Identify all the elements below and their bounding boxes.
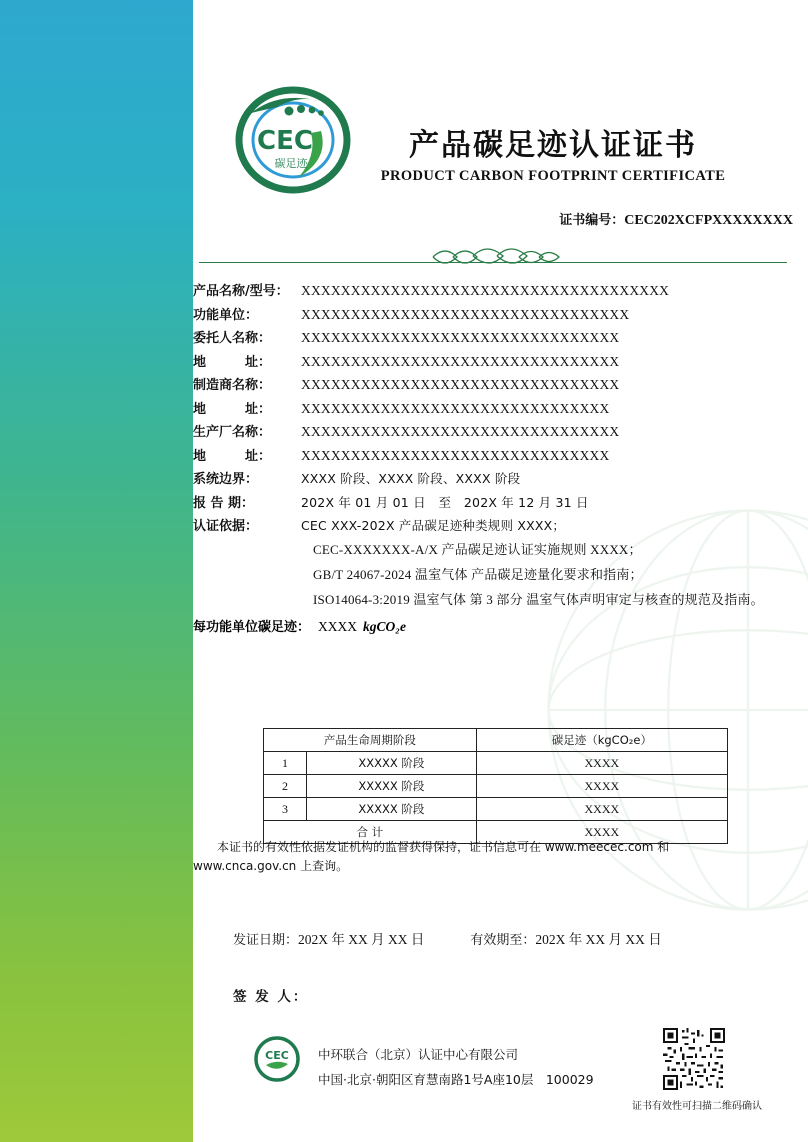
row-stage: XXXXX 阶段 — [307, 798, 477, 821]
field-row — [193, 445, 793, 464]
field-value: XXXXXXXXXXXXXXXXXXXXXXXXXXXXXXX — [301, 447, 610, 463]
field-label: 地 址： — [193, 448, 272, 464]
total-label: 合 计 — [264, 821, 477, 844]
field-label: 产品名称/型号： — [193, 284, 289, 299]
field-label: 地 址： — [193, 354, 272, 370]
field-label: 报 告 期： — [193, 495, 255, 511]
field-label: 功能单位： — [193, 307, 259, 323]
svg-text:碳足迹: 碳足迹 — [274, 157, 308, 170]
page-title-cn: 产品碳足迹认证证书 — [409, 128, 697, 163]
field-label: 委托人名称： — [193, 331, 272, 346]
footer-org: 中环联合（北京）认证中心有限公司 — [318, 1047, 519, 1062]
field-value: XXXXXXXXXXXXXXXXXXXXXXXXXXXXXXXX — [301, 353, 620, 369]
issue-date-label: 发证日期： — [233, 933, 299, 948]
table-row — [264, 775, 728, 798]
field-value: XXXXXXXXXXXXXXXXXXXXXXXXXXXXXXXX — [301, 377, 620, 392]
table-row — [264, 798, 728, 821]
footprint-label: 每功能单位碳足迹： — [193, 619, 311, 635]
certification-basis-item-3: GB/T 24067-2024 温室气体 产品碳足迹量化要求和指南； — [313, 566, 643, 582]
field-value: XXXXXXXXXXXXXXXXXXXXXXXXXXXXXXXX — [301, 424, 620, 439]
row-stage: XXXXX 阶段 — [307, 752, 477, 775]
field-row — [193, 351, 793, 370]
field-label: 系统边界： — [193, 472, 259, 487]
field-value: XXXXXXXXXXXXXXXXXXXXXXXXXXXXXXX — [301, 400, 610, 416]
footer-address: 中国·北京·朝阳区育慧南路1号A座10层 100029 — [318, 1072, 594, 1087]
certificate-content — [193, 0, 808, 1142]
certificate-number — [373, 209, 793, 229]
qr-code-icon[interactable] — [663, 1028, 725, 1090]
certificate-number-label: 证书编号： — [559, 213, 625, 228]
field-label: 生产厂名称： — [193, 425, 272, 440]
lifecycle-footprint-table — [263, 728, 728, 844]
certification-basis-label: 认证依据： — [193, 519, 259, 534]
qr-note: 证书有效性可扫描二维码确认 — [632, 1101, 762, 1112]
row-value: XXXX — [476, 752, 727, 775]
field-row — [193, 304, 793, 323]
field-label: 地 址： — [193, 401, 272, 417]
table-header-row — [264, 729, 728, 752]
left-gradient-band — [0, 0, 193, 1142]
field-value: 202X 年 01 月 01 日 至 202X 年 12 月 31 日 — [301, 494, 589, 510]
row-value: XXXX — [476, 798, 727, 821]
row-index: 3 — [264, 798, 307, 821]
table-row — [264, 752, 728, 775]
signer-label: 签 发 人： — [233, 989, 309, 1005]
table-header-footprint: 碳足迹（kgCO₂e） — [476, 729, 727, 752]
certification-basis-item-1: CEC XXX-202X 产品碳足迹种类规则 XXXX； — [301, 518, 566, 533]
field-value: XXXXXXXXXXXXXXXXXXXXXXXXXXXXXXXX — [301, 330, 620, 345]
certification-basis-list — [193, 539, 793, 608]
field-value: XXXXXXXXXXXXXXXXXXXXXXXXXXXXXXXXXXXXX — [301, 283, 670, 298]
valid-until-value: 202X 年 XX 月 XX 日 — [535, 932, 662, 947]
field-row — [193, 421, 793, 440]
certification-basis-item-4: ISO14064-3:2019 温室气体 第 3 部分 温室气体声明审定与核查的规范及指南。 — [313, 591, 764, 607]
svg-text:CEC: CEC — [257, 126, 313, 156]
page-title-en: PRODUCT CARBON FOOTPRINT CERTIFICATE — [380, 168, 726, 184]
svg-text:CEC: CEC — [265, 1049, 289, 1062]
flourish-ornament — [423, 243, 573, 269]
validity-note: 本证书的有效性依据发证机构的监督获得保持，证书信息可在 www.meecec.com 和 www.cnca.gov.cn 上查询。 — [193, 840, 670, 873]
footer-text-block — [318, 1042, 594, 1092]
row-stage: XXXXX 阶段 — [307, 775, 477, 798]
row-value: XXXX — [476, 775, 727, 798]
certificate-number-value: CEC202XCFPXXXXXXXX — [624, 213, 793, 228]
total-value: XXXX — [476, 821, 727, 844]
footprint-summary — [193, 616, 793, 635]
field-value: XXXXXXXXXXXXXXXXXXXXXXXXXXXXXXXXX — [301, 306, 630, 322]
field-row — [193, 374, 793, 393]
field-row — [193, 468, 793, 487]
field-row — [193, 492, 793, 511]
field-row — [193, 398, 793, 417]
certification-basis-row — [193, 515, 793, 534]
table-header-stage: 产品生命周期阶段 — [264, 729, 477, 752]
row-index: 2 — [264, 775, 307, 798]
field-value: XXXX 阶段、XXXX 阶段、XXXX 阶段 — [301, 471, 521, 486]
field-label: 制造商名称： — [193, 378, 272, 393]
footprint-unit: kgCO₂e — [363, 618, 406, 634]
certification-basis-item-2: CEC-XXXXXXX-A/X 产品碳足迹认证实施规则 XXXX； — [313, 541, 642, 557]
row-index: 1 — [264, 752, 307, 775]
issue-date-value: 202X 年 XX 月 XX 日 — [298, 932, 425, 947]
field-row — [193, 280, 793, 299]
cec-footer-logo-icon — [253, 1035, 301, 1083]
footprint-value: XXXX — [318, 618, 358, 634]
dates-row — [233, 928, 662, 948]
fields-block — [193, 280, 793, 635]
valid-until-label: 有效期至： — [470, 933, 536, 948]
field-row — [193, 327, 793, 346]
